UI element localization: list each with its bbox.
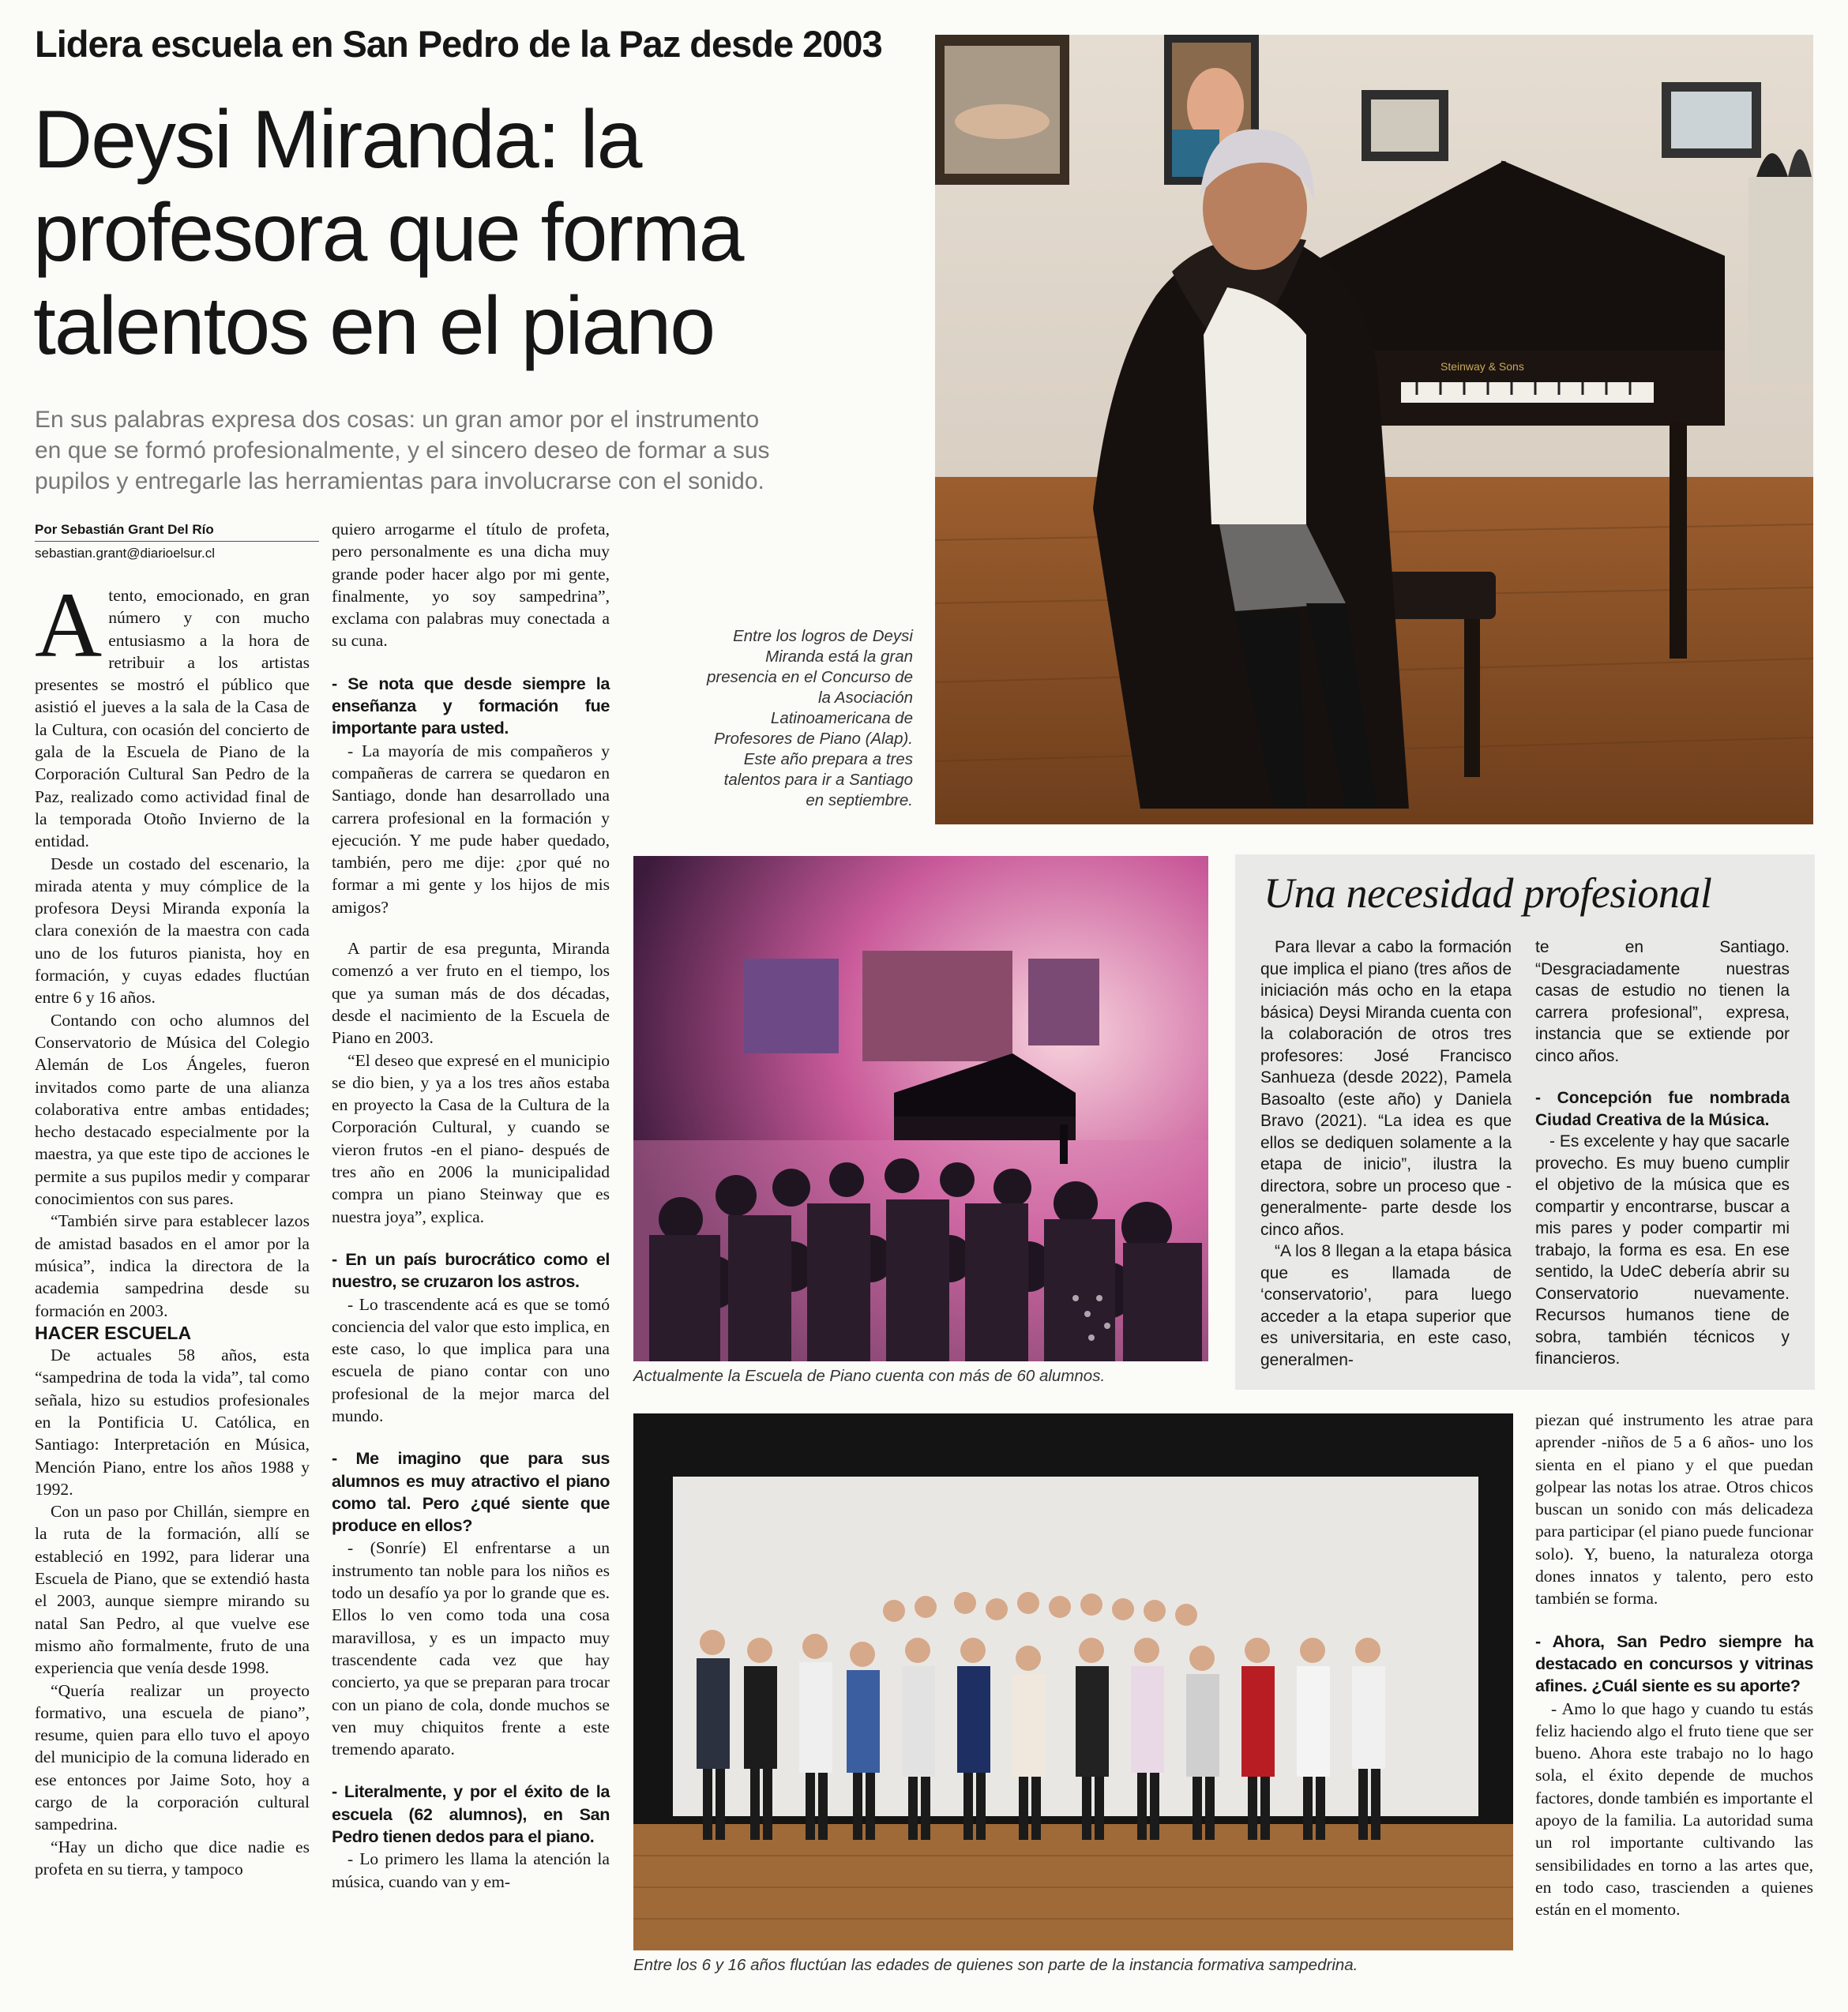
sidebar-title: Una necesidad profesional bbox=[1264, 869, 1712, 917]
sidebar-answer: - Es excelente y hay que sacarle provecho. Es muy bueno cumplir el objetivo de la música que es compartir y encontrarse, buscar a mis pares y poder compartir mi trabajo, la forma es esa. En ese sentido, la UdeC debería abrir su Conservatorio nuevamente. Recursos humanos tiene de sobra, también técnicos y financieros. bbox=[1535, 1132, 1790, 1368]
question-4: - Literalmente, y por el éxito de la escuela (62 alumnos), en San Pedro tienen dedos para el piano. bbox=[332, 1781, 610, 1847]
photo-concert-audience bbox=[633, 856, 1208, 1361]
answer-4: - Lo primero les llama la atención la música, cuando van y em- bbox=[332, 1849, 610, 1891]
photo-concert-illustration bbox=[633, 856, 1208, 1361]
headline-line-3: talentos en el piano bbox=[33, 280, 715, 372]
byline-email: sebastian.grant@diarioelsur.cl bbox=[35, 546, 215, 561]
piano-brand-label: Steinway & Sons bbox=[1440, 360, 1524, 373]
sidebar-paragraph-3: te en Santiago. “Desgraciadamente nuestras casas de estudio no tienen la carrera profesional”, expresa, instancia que se extiende por cinco años. bbox=[1535, 938, 1790, 1065]
deck-line-2: en que se formó profesionalmente, y el sincero deseo de formar a sus bbox=[35, 437, 770, 464]
deck-line-1: En sus palabras expresa dos cosas: un gran amor por el instrumento bbox=[35, 407, 760, 433]
caption-photo-3: Entre los 6 y 16 años fluctúan las edades de quienes son parte de la instancia formativa sampedrina. bbox=[633, 1956, 1358, 1974]
deck bbox=[35, 404, 919, 497]
sidebar-paragraph-1: Para llevar a cabo la formación que implica el piano (tres años de iniciación más ocho en la etapa básica) Deysi Miranda cuenta con la colaboración de otros tres profesores: José Francisco Sanhueza (desde 2022), Pamela Basoalto (este año) y Daniela Bravo (2021). “La idea es que ellos se dediquen solamente a la etapa de inicio”, ilustra la directora, sobre un proceso que -generalmente- parte desde los cinco años. bbox=[1260, 938, 1512, 1239]
sidebar-paragraph-2: “A los 8 llegan a la etapa básica que es llamada de ‘conservatorio’, para luego acceder a la etapa superior que es universitaria, en este caso, generalmen- bbox=[1260, 1242, 1512, 1369]
question-1: - Se nota que desde siempre la enseñanza y formación fue importante para usted. bbox=[332, 673, 610, 738]
sidebar-column-1 bbox=[1260, 937, 1512, 1371]
photo-teacher-at-piano bbox=[935, 35, 1813, 824]
headline bbox=[33, 93, 926, 373]
article-column-1 bbox=[35, 573, 310, 1880]
col1-paragraph-7: “Quería realizar un proyecto formativo, una escuela de piano”, resume, quien para ello tuvo el apoyo del municipio de la comuna liderado en ese entonces por Jaime Soto, hoy a cargo de la corporación cultural sampedrina. bbox=[35, 1680, 310, 1834]
photo-teacher-illustration bbox=[935, 35, 1813, 824]
col1-paragraph-6: Con un paso por Chillán, siempre en la ruta de la formación, allí se estableció en 1992, para liderar una Escuela de Piano, que se extendió hasta el 2003, aunque siempre mirando su natal San Pedro, al que vuelve ese mismo año formalmente, fruto de una experiencia que venía desde 1998. bbox=[35, 1502, 310, 1678]
answer-3: - (Sonríe) El enfrentarse a un instrumento tan noble para los niños es todo un desafío ya por lo grande que es. Ellos lo ven como toda una cosa maravillosa, y es un impacto muy trascendente cada vez que hay concierto, ya que se preparan para trocar con un piano de cola, donde muchos se ven muy chiquitos frente a este tremendo aparato. bbox=[332, 1538, 610, 1759]
question-3: - Me imagino que para sus alumnos es muy atractivo el piano como tal. Pero ¿qué siente que produce en ellos? bbox=[332, 1448, 610, 1536]
sidebar-column-2 bbox=[1535, 937, 1790, 1370]
right-question: - Ahora, San Pedro siempre ha destacado en concursos y vitrinas afines. ¿Cuál siente es su aporte? bbox=[1535, 1631, 1813, 1696]
kicker: Lidera escuela en San Pedro de la Paz desde 2003 bbox=[35, 23, 882, 65]
photo-student-group bbox=[633, 1413, 1513, 1950]
col1-paragraph-8: “Hay un dicho que dice nadie es profeta en su tierra, y tampoco bbox=[35, 1837, 310, 1879]
deck-line-3: pupilos y entregarle las herramientas para involucrarse con el sonido. bbox=[35, 468, 764, 494]
col1-paragraph-2: Desde un costado del escenario, la mirada atenta y muy cómplice de la profesora Deysi Miranda exponía la clara conexión de la maestra con cada uno de los futuros pianista, hoy en formación, y cuyas edades fluctúan entre 6 y 16 años. bbox=[35, 854, 310, 1008]
col2-paragraph-2: A partir de esa pregunta, Miranda comenzó a ver fruto en el tiempo, los que ya suman más de dos décadas, desde el nacimiento de la Escuela de Piano en 2003. bbox=[332, 939, 610, 1048]
sidebar-box bbox=[1235, 854, 1815, 1390]
caption-photo-1: Entre los logros de Deysi Miranda está la gran presencia en el Concurso de la Asociación Latinoamericana de Profesores de Piano (Alap). Este año prepara a tres talentos para ir a Santiago en septiembre. bbox=[707, 627, 913, 809]
subhead: HACER ESCUELA bbox=[35, 1322, 192, 1343]
col1-paragraph-5: De actuales 58 años, esta “sampedrina de toda la vida”, tal como señala, hizo su estudios profesionales en la Pontificia U. Católica, en Santiago: Interpretación en Música, Mención Piano, entre los años 1988 y 1992. bbox=[35, 1346, 310, 1499]
byline bbox=[35, 518, 319, 565]
headline-line-1: Deysi Miranda: la bbox=[33, 94, 641, 186]
dropcap: A bbox=[35, 573, 103, 677]
headline-line-2: profesora que forma bbox=[33, 187, 743, 279]
answer-1: - La mayoría de mis compañeros y compañeras de carrera se quedaron en Santiago, donde han desarrollado una carrera profesional en la formación y ejecución. Y me pude haber quedado, también, pero me dije: ¿por qué no formar a mi gente y los hijos de mis amigos? bbox=[332, 741, 610, 917]
article-column-right bbox=[1535, 1409, 1813, 1921]
article-column-2 bbox=[332, 518, 610, 1893]
col1-paragraph-3: Contando con ocho alumnos del Conservatorio de Música del Colegio Alemán de Los Ángeles, fueron invitados como parte de una alianza colaborativa entre ambas entidades; hecho destacado especialmente por la maestra, ya que este tipo de acciones le permite a sus pupilos medir y comparar conocimientos con sus pares. bbox=[35, 1010, 310, 1209]
sidebar-question: - Concepción fue nombrada Ciudad Creativa de la Música. bbox=[1535, 1089, 1790, 1129]
photo-group-illustration bbox=[633, 1413, 1513, 1950]
answer-2: - Lo trascendente acá es que se tomó conciencia del valor que esto implica, en este caso, lo que implica para una escuela de piano contar con uno profesional de la mejor marca del mundo. bbox=[332, 1294, 610, 1425]
col1-paragraph-4: “También sirve para establecer lazos de amistad basados en el amor por la música”, indica la directora de la academia sampedrina desde su formación en 2003. bbox=[35, 1211, 310, 1320]
right-answer: - Amo lo que hago y cuando tu estás feliz haciendo algo el fruto tiene que ser bueno. Ahora este trabajo no lo hago sola, el éxito depende de muchos factores, donde también es importante el apoyo de la familia. La autoridad suma un rol importante cultivando las sensibilidades en torno a las artes que, en todo caso, trascienden a quienes están en el momento. bbox=[1535, 1699, 1813, 1920]
caption-photo-2: Actualmente la Escuela de Piano cuenta con más de 60 alumnos. bbox=[633, 1367, 1106, 1385]
col2-paragraph-1: quiero arrogarme el título de profeta, pero personalmente es una dicha muy grande poder hacer algo por mi gente, finalmente, yo soy sampedrina”, exclama con palabras muy conectada a su cuna. bbox=[332, 520, 610, 651]
byline-author: Por Sebastián Grant Del Río bbox=[35, 518, 319, 542]
question-2: - En un país burocrático como el nuestro, se cruzaron los astros. bbox=[332, 1248, 610, 1292]
right-paragraph-1: piezan qué instrumento les atrae para aprender -niños de 5 a 6 años- uno los sienta en el piano y el que puedan golpear las notas los atrae. Otros chicos buscan un sonido con más delicadeza para participar (el piano puede funcionar solo). Y, bueno, la naturaleza otorga dones innatos y talento, pero esto también se forma. bbox=[1535, 1410, 1813, 1608]
col1-paragraph-1: tento, emocionado, en gran número y con mucho entusiasmo a la hora de retribuir a los artistas presentes se mostró el público que asistió el jueves a la sala de la Casa de la Cultura, con ocasión del concierto de gala de la Escuela de Piano de la Corporación Cultural San Pedro de la Paz, realizado como actividad final de la temporada Otoño Invierno de la entidad. bbox=[35, 586, 310, 851]
col2-paragraph-3: “El deseo que expresé en el municipio se dio bien, y ya a los tres años estaba en proyecto la Casa de la Cultura de la Corporación Cultural, y cuando se vieron frutos -en el piano- después de tres año en 2006 la municipalidad compra un piano Steinway que es nuestra joya”, explica. bbox=[332, 1050, 610, 1226]
